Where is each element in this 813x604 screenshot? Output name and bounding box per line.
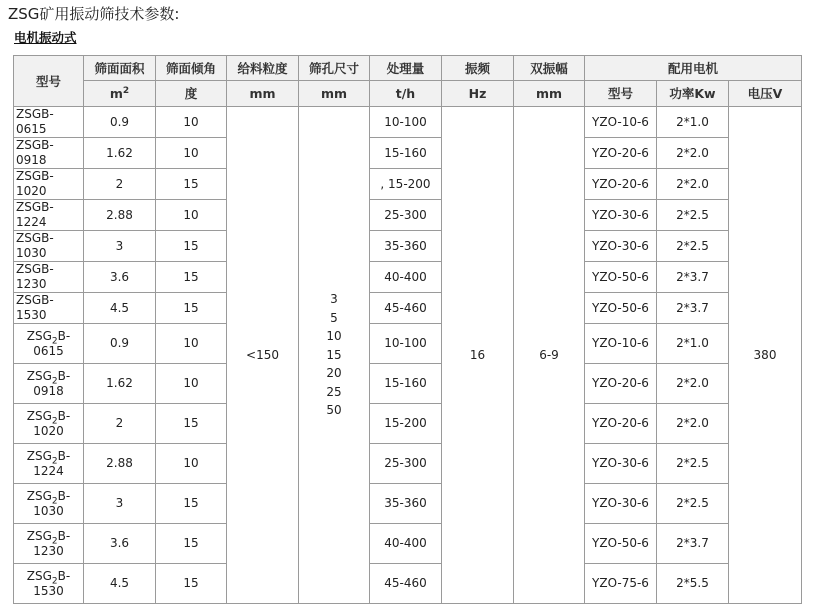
mesh-size-cell bbox=[299, 107, 370, 604]
unit-feed: mm bbox=[227, 81, 299, 107]
angle-cell: 15 bbox=[156, 404, 227, 444]
model-line bbox=[16, 449, 81, 464]
motor-model-cell: YZO-30-6 bbox=[585, 200, 657, 231]
model-suffix: B- bbox=[57, 368, 71, 383]
motor-model-cell: YZO-50-6 bbox=[585, 262, 657, 293]
motor-power-cell: 2*2.0 bbox=[657, 404, 729, 444]
header-motor-power: 功率Kw bbox=[657, 81, 729, 107]
area-cell: 3.6 bbox=[84, 262, 156, 293]
motor-power-cell: 2*2.0 bbox=[657, 138, 729, 169]
angle-cell: 10 bbox=[156, 444, 227, 484]
model-cell bbox=[14, 524, 84, 564]
mesh-size-value: 3 bbox=[330, 292, 338, 307]
capacity-cell: , 15-200 bbox=[370, 169, 442, 200]
unit-capacity: t/h bbox=[370, 81, 442, 107]
header-mesh-size: 筛孔尺寸 bbox=[299, 56, 370, 81]
capacity-cell: 15-160 bbox=[370, 364, 442, 404]
capacity-cell: 25-300 bbox=[370, 444, 442, 484]
motor-power-cell: 2*2.5 bbox=[657, 231, 729, 262]
document-title: ZSG矿用振动筛技术参数: bbox=[8, 5, 180, 23]
motor-model-cell: YZO-30-6 bbox=[585, 484, 657, 524]
capacity-cell: 10-100 bbox=[370, 107, 442, 138]
table-row bbox=[14, 404, 802, 444]
model-cell: ZSGB-0615 bbox=[14, 107, 84, 138]
model-suffix: B- bbox=[57, 568, 71, 583]
model-number: 0615 bbox=[33, 343, 64, 358]
model-cell: ZSGB-1224 bbox=[14, 200, 84, 231]
mesh-size-value: 20 bbox=[326, 366, 342, 381]
amplitude-cell: 6-9 bbox=[514, 107, 585, 604]
motor-power-cell: 2*2.5 bbox=[657, 200, 729, 231]
header-motor: 配用电机 bbox=[585, 56, 802, 81]
motor-power-cell: 2*2.0 bbox=[657, 364, 729, 404]
model-cell bbox=[14, 444, 84, 484]
header-motor-voltage: 电压V bbox=[729, 81, 802, 107]
model-number: 1030 bbox=[33, 503, 64, 518]
unit-frequency: Hz bbox=[442, 81, 514, 107]
area-cell: 3.6 bbox=[84, 524, 156, 564]
model-subscript: 2 bbox=[51, 495, 58, 506]
model-line bbox=[16, 329, 81, 344]
unit-angle: 度 bbox=[156, 81, 227, 107]
table-row bbox=[14, 324, 802, 364]
model-suffix: B- bbox=[57, 488, 71, 503]
motor-model-cell: YZO-20-6 bbox=[585, 138, 657, 169]
motor-model-cell: YZO-30-6 bbox=[585, 444, 657, 484]
header-feed-size: 给料粒度 bbox=[227, 56, 299, 81]
unit-amplitude: mm bbox=[514, 81, 585, 107]
area-cell: 2.88 bbox=[84, 444, 156, 484]
model-number: 1020 bbox=[33, 423, 64, 438]
angle-cell: 10 bbox=[156, 324, 227, 364]
model-suffix: B- bbox=[57, 328, 71, 343]
angle-cell: 15 bbox=[156, 293, 227, 324]
model-line bbox=[16, 489, 81, 504]
header-amplitude: 双振幅 bbox=[514, 56, 585, 81]
motor-power-cell: 2*1.0 bbox=[657, 107, 729, 138]
model-subscript: 2 bbox=[51, 335, 58, 346]
capacity-cell: 10-100 bbox=[370, 324, 442, 364]
model-cell: ZSGB-1020 bbox=[14, 169, 84, 200]
model-subscript: 2 bbox=[51, 415, 58, 426]
model-cell bbox=[14, 364, 84, 404]
spec-table bbox=[13, 55, 802, 604]
table-row bbox=[14, 293, 802, 324]
area-cell: 1.62 bbox=[84, 138, 156, 169]
unit-area-base: m bbox=[109, 86, 123, 101]
area-cell: 3 bbox=[84, 231, 156, 262]
angle-cell: 15 bbox=[156, 262, 227, 293]
motor-model-cell: YZO-10-6 bbox=[585, 107, 657, 138]
header-model: 型号 bbox=[14, 56, 84, 107]
capacity-cell: 45-460 bbox=[370, 564, 442, 604]
header-row bbox=[14, 56, 802, 81]
model-number: 1224 bbox=[33, 463, 64, 478]
table-row bbox=[14, 107, 802, 138]
voltage-cell: 380 bbox=[729, 107, 802, 604]
model-number: 0918 bbox=[33, 383, 64, 398]
area-cell: 0.9 bbox=[84, 107, 156, 138]
angle-cell: 15 bbox=[156, 169, 227, 200]
area-cell: 2.88 bbox=[84, 200, 156, 231]
model-subscript: 2 bbox=[51, 375, 58, 386]
motor-power-cell: 2*3.7 bbox=[657, 524, 729, 564]
header-frequency: 振频 bbox=[442, 56, 514, 81]
unit-area-exp: 2 bbox=[122, 85, 130, 96]
capacity-cell: 15-160 bbox=[370, 138, 442, 169]
model-suffix: B- bbox=[57, 448, 71, 463]
area-cell: 1.62 bbox=[84, 364, 156, 404]
model-prefix: ZSG bbox=[26, 408, 52, 423]
model-prefix: ZSG bbox=[26, 368, 52, 383]
model-prefix: ZSG bbox=[26, 528, 52, 543]
table-row bbox=[14, 231, 802, 262]
angle-cell: 10 bbox=[156, 138, 227, 169]
model-cell: ZSGB-1030 bbox=[14, 231, 84, 262]
header-motor-model: 型号 bbox=[585, 81, 657, 107]
capacity-cell: 15-200 bbox=[370, 404, 442, 444]
angle-cell: 15 bbox=[156, 231, 227, 262]
model-suffix: B- bbox=[57, 528, 71, 543]
motor-model-cell: YZO-20-6 bbox=[585, 364, 657, 404]
motor-model-cell: YZO-20-6 bbox=[585, 404, 657, 444]
area-cell: 3 bbox=[84, 484, 156, 524]
unit-row bbox=[14, 81, 802, 107]
model-prefix: ZSG bbox=[26, 568, 52, 583]
area-cell: 2 bbox=[84, 404, 156, 444]
model-cell: ZSGB-1230 bbox=[14, 262, 84, 293]
model-line bbox=[16, 529, 81, 544]
model-line bbox=[16, 409, 81, 424]
table-row bbox=[14, 564, 802, 604]
table-row bbox=[14, 262, 802, 293]
motor-power-cell: 2*5.5 bbox=[657, 564, 729, 604]
table-body bbox=[14, 107, 802, 604]
model-cell bbox=[14, 564, 84, 604]
capacity-cell: 40-400 bbox=[370, 524, 442, 564]
motor-power-cell: 2*2.0 bbox=[657, 169, 729, 200]
header-area: 筛面面积 bbox=[84, 56, 156, 81]
model-subscript: 2 bbox=[51, 535, 58, 546]
mesh-size-value: 25 bbox=[326, 384, 342, 399]
motor-power-cell: 2*2.5 bbox=[657, 444, 729, 484]
table-row bbox=[14, 200, 802, 231]
mesh-size-value: 5 bbox=[330, 310, 338, 325]
capacity-cell: 35-360 bbox=[370, 231, 442, 262]
table-row bbox=[14, 444, 802, 484]
model-prefix: ZSG bbox=[26, 448, 52, 463]
model-cell bbox=[14, 484, 84, 524]
capacity-cell: 40-400 bbox=[370, 262, 442, 293]
motor-power-cell: 2*1.0 bbox=[657, 324, 729, 364]
mesh-size-value: 50 bbox=[326, 403, 342, 418]
angle-cell: 15 bbox=[156, 484, 227, 524]
unit-area bbox=[84, 81, 156, 107]
model-cell: ZSGB-0918 bbox=[14, 138, 84, 169]
area-cell: 0.9 bbox=[84, 324, 156, 364]
area-cell: 2 bbox=[84, 169, 156, 200]
angle-cell: 15 bbox=[156, 524, 227, 564]
angle-cell: 10 bbox=[156, 107, 227, 138]
motor-power-cell: 2*3.7 bbox=[657, 293, 729, 324]
model-prefix: ZSG bbox=[26, 328, 52, 343]
area-cell: 4.5 bbox=[84, 564, 156, 604]
table-row bbox=[14, 364, 802, 404]
feed-size-cell: <150 bbox=[227, 107, 299, 604]
model-cell bbox=[14, 324, 84, 364]
area-cell: 4.5 bbox=[84, 293, 156, 324]
capacity-cell: 35-360 bbox=[370, 484, 442, 524]
model-prefix: ZSG bbox=[26, 488, 52, 503]
angle-cell: 10 bbox=[156, 200, 227, 231]
model-cell: ZSGB-1530 bbox=[14, 293, 84, 324]
model-line bbox=[16, 569, 81, 584]
angle-cell: 10 bbox=[156, 364, 227, 404]
motor-model-cell: YZO-20-6 bbox=[585, 169, 657, 200]
frequency-cell: 16 bbox=[442, 107, 514, 604]
table-row bbox=[14, 524, 802, 564]
model-subscript: 2 bbox=[51, 455, 58, 466]
mesh-size-value: 15 bbox=[326, 347, 342, 362]
motor-model-cell: YZO-10-6 bbox=[585, 324, 657, 364]
mesh-size-value: 10 bbox=[326, 329, 342, 344]
header-angle: 筛面倾角 bbox=[156, 56, 227, 81]
model-number: 1530 bbox=[33, 583, 64, 598]
motor-power-cell: 2*2.5 bbox=[657, 484, 729, 524]
model-number: 1230 bbox=[33, 543, 64, 558]
table-row bbox=[14, 484, 802, 524]
header-capacity: 处理量 bbox=[370, 56, 442, 81]
motor-model-cell: YZO-50-6 bbox=[585, 524, 657, 564]
section-subtitle: 电机振动式 bbox=[14, 30, 77, 45]
table-row bbox=[14, 138, 802, 169]
capacity-cell: 25-300 bbox=[370, 200, 442, 231]
motor-model-cell: YZO-30-6 bbox=[585, 231, 657, 262]
model-line bbox=[16, 369, 81, 384]
motor-power-cell: 2*3.7 bbox=[657, 262, 729, 293]
angle-cell: 15 bbox=[156, 564, 227, 604]
table-row bbox=[14, 169, 802, 200]
motor-model-cell: YZO-75-6 bbox=[585, 564, 657, 604]
capacity-cell: 45-460 bbox=[370, 293, 442, 324]
model-cell bbox=[14, 404, 84, 444]
motor-model-cell: YZO-50-6 bbox=[585, 293, 657, 324]
model-subscript: 2 bbox=[51, 575, 58, 586]
model-suffix: B- bbox=[57, 408, 71, 423]
unit-mesh: mm bbox=[299, 81, 370, 107]
